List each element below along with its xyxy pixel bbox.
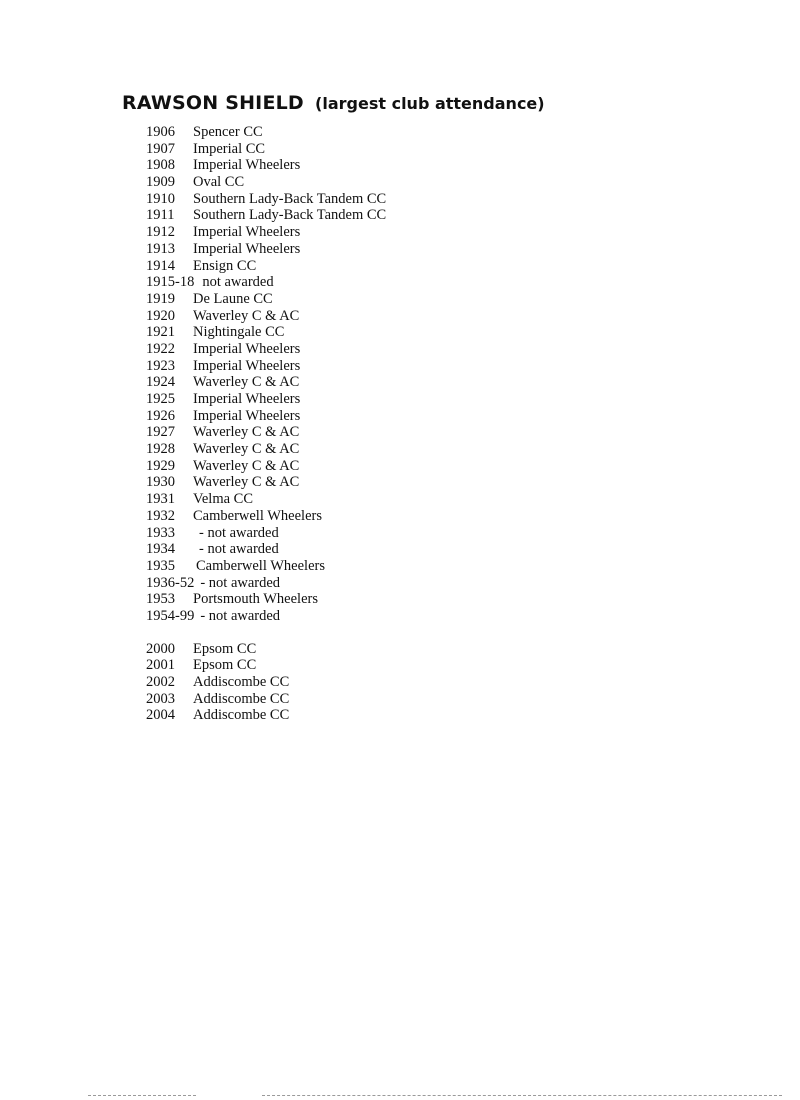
year: 2002 xyxy=(146,674,175,690)
club-name: - not awarded xyxy=(200,607,281,624)
year: 1906 xyxy=(146,124,175,140)
list-item xyxy=(146,541,386,558)
club-name: Imperial Wheelers xyxy=(193,157,301,174)
list-item xyxy=(146,591,386,608)
club-name: Velma CC xyxy=(193,491,254,508)
club-name: Waverley C & AC xyxy=(193,441,300,458)
scan-artifact-line xyxy=(262,1095,782,1096)
list-item xyxy=(146,358,386,375)
club-name: Imperial Wheelers xyxy=(193,391,301,407)
winners-list xyxy=(146,124,386,724)
year: 1921 xyxy=(146,324,175,341)
list-item xyxy=(146,124,386,141)
club-name: Spencer CC xyxy=(193,124,263,140)
list-item xyxy=(146,224,386,241)
club-name: Addiscombe CC xyxy=(193,707,290,724)
list-item xyxy=(146,258,386,275)
list-item xyxy=(146,157,386,174)
year: 1953 xyxy=(146,591,175,608)
list-item xyxy=(146,391,386,408)
club-name: - not awarded xyxy=(199,541,279,558)
club-name: Imperial Wheelers xyxy=(193,407,301,424)
scan-artifact-line xyxy=(88,1095,196,1096)
year: 1909 xyxy=(146,174,175,191)
year: 2001 xyxy=(146,657,175,674)
list-item xyxy=(146,474,386,491)
list-item xyxy=(146,641,386,658)
list-item xyxy=(146,575,386,592)
year: 1908 xyxy=(146,157,175,174)
year: 1915-18 xyxy=(146,274,195,291)
year: 1924 xyxy=(146,374,175,391)
year: 1923 xyxy=(146,357,175,374)
year: 1927 xyxy=(146,424,175,441)
year: 2003 xyxy=(146,690,175,707)
list-item xyxy=(146,608,386,625)
page-title xyxy=(122,86,545,116)
list-item xyxy=(146,191,386,208)
year: 1926 xyxy=(146,407,175,424)
club-name: Addiscombe CC xyxy=(193,674,290,690)
year: 1935 xyxy=(146,557,175,574)
club-name: Imperial Wheelers xyxy=(193,357,301,374)
club-name: not awarded xyxy=(202,274,274,291)
club-name: Camberwell Wheelers xyxy=(193,507,322,524)
club-name: Imperial Wheelers xyxy=(193,224,301,241)
list-item xyxy=(146,374,386,391)
title-subtitle: (largest club attendance) xyxy=(315,94,545,113)
list-item xyxy=(146,558,386,575)
club-name: Imperial CC xyxy=(193,140,266,157)
list-item xyxy=(146,308,386,325)
club-name: Portsmouth Wheelers xyxy=(193,591,318,608)
club-name: Camberwell Wheelers xyxy=(196,557,325,574)
year: 1928 xyxy=(146,441,175,458)
year: 1929 xyxy=(146,457,175,474)
club-name: Waverley C & AC xyxy=(193,374,300,391)
list-item xyxy=(146,674,386,691)
club-name: De Laune CC xyxy=(193,290,273,307)
list-item xyxy=(146,241,386,258)
club-name: Imperial Wheelers xyxy=(193,240,301,257)
club-name: Nightingale CC xyxy=(193,324,285,341)
list-item xyxy=(146,657,386,674)
list-item xyxy=(146,491,386,508)
list-item xyxy=(146,291,386,308)
club-name: Epsom CC xyxy=(193,657,257,674)
list-item xyxy=(146,508,386,525)
year: 1932 xyxy=(146,507,175,524)
year: 1910 xyxy=(146,190,175,207)
club-name: Addiscombe CC xyxy=(193,690,290,707)
club-name: Oval CC xyxy=(193,174,245,191)
list-item xyxy=(146,441,386,458)
year: 1933 xyxy=(146,524,175,541)
list-item xyxy=(146,525,386,542)
club-name: Waverley C & AC xyxy=(193,424,300,441)
club-name: Epsom CC xyxy=(193,640,257,657)
list-item xyxy=(146,207,386,224)
list-item xyxy=(146,424,386,441)
year: 2004 xyxy=(146,707,175,724)
list-item xyxy=(146,341,386,358)
club-name: Southern Lady-Back Tandem CC xyxy=(193,207,387,224)
year: 1954-99 xyxy=(146,607,195,624)
club-name: Ensign CC xyxy=(193,257,257,274)
list-item xyxy=(146,691,386,708)
title-main: RAWSON SHIELD xyxy=(122,92,304,114)
year: 1931 xyxy=(146,491,175,508)
year: 1922 xyxy=(146,340,175,357)
list-item xyxy=(146,274,386,291)
club-name: Imperial Wheelers xyxy=(193,340,301,357)
list-item xyxy=(146,141,386,158)
list-item xyxy=(146,707,386,724)
list-item xyxy=(146,174,386,191)
year: 1913 xyxy=(146,240,175,257)
year: 1934 xyxy=(146,541,175,558)
year: 1930 xyxy=(146,474,175,491)
club-name: - not awarded xyxy=(199,524,279,541)
list-item xyxy=(146,458,386,475)
year: 1925 xyxy=(146,391,175,407)
club-name: Waverley C & AC xyxy=(193,457,300,474)
year: 1919 xyxy=(146,290,175,307)
year: 1936-52 xyxy=(146,574,195,591)
list-item xyxy=(146,408,386,425)
year: 1911 xyxy=(146,207,175,224)
club-name: Waverley C & AC xyxy=(193,474,300,491)
list-item xyxy=(146,324,386,341)
year: 2000 xyxy=(146,640,175,657)
year: 1914 xyxy=(146,257,175,274)
club-name: Southern Lady-Back Tandem CC xyxy=(193,190,387,207)
club-name: - not awarded xyxy=(200,574,281,591)
year: 1920 xyxy=(146,307,175,324)
year: 1907 xyxy=(146,140,175,157)
club-name: Waverley C & AC xyxy=(193,307,300,324)
year: 1912 xyxy=(146,224,175,241)
